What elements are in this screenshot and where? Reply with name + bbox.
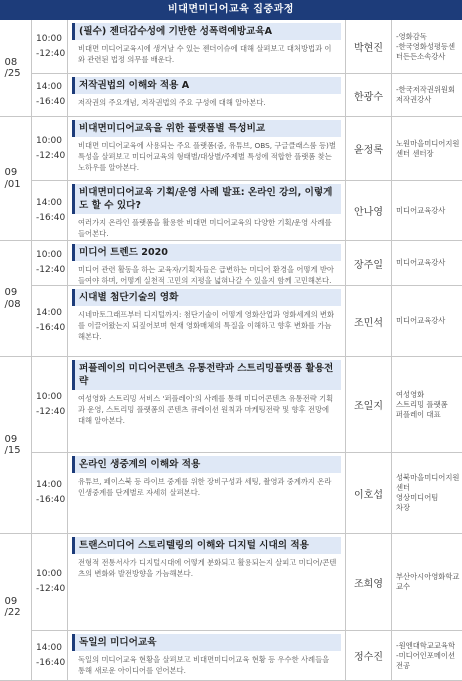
time-start: 10:00 <box>36 391 62 402</box>
session-instructor: 한광수 <box>346 74 392 117</box>
instructor-affiliation: 미디어교육강사 <box>392 286 462 357</box>
session-content <box>68 357 346 453</box>
session-instructor: 윤정록 <box>346 117 392 181</box>
session-time <box>32 534 68 631</box>
session-date <box>0 20 32 117</box>
date-day: /15 <box>4 445 21 456</box>
time-end: -12:40 <box>36 584 66 594</box>
session-instructor: 조민석 <box>346 286 392 357</box>
session-description: 유튜브, 페이스북 등 라이브 중계를 위한 장비구성과 세팅, 촬영과 중계까지 온라인생중계를 단계별로 자세히 살펴본다. <box>78 477 332 497</box>
session-content <box>68 181 346 241</box>
session-date <box>0 117 32 241</box>
session-time <box>32 357 68 453</box>
session-title: 비대면미디어교육 기획/운영 사례 발표: 온라인 강의, 이렇게도 할 수 있다? <box>72 184 341 214</box>
session-title: 시대별 첨단기술의 영화 <box>72 289 341 306</box>
date-month: 09 <box>4 287 18 298</box>
session-time <box>32 181 68 241</box>
session-description: 비대면 미디어교육에 사용되는 주요 플랫폼(줌, 유튜브, OBS, 구글클래스룸 등)별 특성을 살펴보고 미디어교육의 형태별/대상별/주제별 특성에 적합한 플랫폼 찾는 노하우를 알아본다. <box>78 141 336 172</box>
instructor-affiliation: -원엔대학교교육학 -미디어인포메이션전공 <box>392 631 462 681</box>
session-title: 미디어 트렌드 2020 <box>72 244 341 261</box>
date-day: /01 <box>4 178 21 190</box>
session-description: 독일의 미디어교육 현황을 살펴보고 비대면미디어교육 현황 등 우수한 사례들을 통해 새로운 아이디어를 얻어본다. <box>78 655 330 675</box>
instructor-affiliation: -영화감독 -한국영화성평등센터든든소속강사 <box>392 20 462 74</box>
schedule-table <box>0 20 462 681</box>
session-title: 온라인 생중계의 이해와 적용 <box>72 456 341 473</box>
session-instructor: 이호섭 <box>346 453 392 534</box>
time-start: 10:00 <box>36 135 62 146</box>
instructor-affiliation: 부산아시아영화학교 교수 <box>392 534 462 631</box>
time-end: -16:40 <box>36 97 66 107</box>
time-start: 10:00 <box>36 569 62 579</box>
session-date <box>0 534 32 681</box>
session-description: 시네마토그래프부터 디지털까지: 첨단기술이 어떻게 영화산업과 영화세계의 변화를 이끌어왔는지 되짚어보며 현재 영화매체의 특질을 이해하고 향후 변화를 가늠해본다. <box>78 310 335 341</box>
time-start: 14:00 <box>36 480 62 490</box>
instructor-affiliation: -한국저작권위원회저작권강사 <box>392 74 462 117</box>
session-time <box>32 74 68 117</box>
session-time <box>32 453 68 534</box>
page-title: 비대면미디어교육 집중과정 <box>0 0 462 20</box>
time-start: 14:00 <box>36 642 62 653</box>
session-instructor: 조희영 <box>346 534 392 631</box>
session-title: 퍼플레이의 미디어콘텐츠 유통전략과 스트리밍플랫폼 활용전략 <box>72 360 341 390</box>
time-start: 14:00 <box>36 308 62 318</box>
time-start: 14:00 <box>36 197 62 208</box>
session-time <box>32 631 68 681</box>
time-end: -16:40 <box>36 495 66 505</box>
session-title: 비대면미디어교육을 위한 플랫폼별 특성비교 <box>72 120 341 137</box>
instructor-affiliation: 미디어교육강사 <box>392 241 462 286</box>
session-time <box>32 286 68 357</box>
time-end: -12:40 <box>36 406 66 417</box>
session-description: 여성영화 스트리밍 서비스 '퍼플레이'의 사례를 통해 미디어콘텐츠 유통전략 기획과 운영, 스트리밍 플랫폼의 콘텐츠 큐레이션 원칙과 마케팅전략 및 향후 전망에 대해 알아본다. <box>78 394 334 425</box>
time-start: 10:00 <box>36 33 62 44</box>
instructor-affiliation: 미디어교육강사 <box>392 181 462 241</box>
session-content <box>68 453 346 534</box>
session-description: 전형적 전통서사가 디지털시대에 어떻게 분화되고 활용되는지 살피고 미디어/콘텐츠의 변화와 발전방향을 가늠해본다. <box>78 558 337 578</box>
session-time <box>32 117 68 181</box>
session-description: 미디어 관련 활동을 하는 교육자/기획자들은 급변하는 미디어 환경을 어떻게 받아들여야 하며, 어떻게 실천적 고민의 지평을 넓혀나갈 수 있을지 함께 고민해본다. <box>78 265 334 285</box>
date-month: 09 <box>4 595 18 607</box>
date-month: 09 <box>4 167 18 178</box>
session-content <box>68 286 346 357</box>
instructor-affiliation: 여성영화 스트리밍 플랫폼 퍼플레이 대표 <box>392 357 462 453</box>
instructor-affiliation: 성북마을미디어지원센터 영상미디어팀 차장 <box>392 453 462 534</box>
session-instructor: 안나영 <box>346 181 392 241</box>
time-end: -12:40 <box>36 150 66 161</box>
time-start: 10:00 <box>36 250 62 260</box>
session-content <box>68 241 346 286</box>
session-content <box>68 534 346 631</box>
session-date <box>0 357 32 534</box>
session-title: 저작권법의 이해와 적용 A <box>72 77 341 94</box>
session-time <box>32 20 68 74</box>
session-description: 저작권의 주요개념, 저작권법의 주요 구성에 대해 알아본다. <box>78 98 266 107</box>
date-day: /25 <box>4 68 21 79</box>
date-day: /22 <box>4 607 21 618</box>
date-month: 09 <box>4 433 18 445</box>
session-instructor: 장주일 <box>346 241 392 286</box>
session-instructor: 정수진 <box>346 631 392 681</box>
session-title: (필수) 젠더감수성에 기반한 성폭력예방교육A <box>72 23 341 40</box>
session-description: 여러가지 온라인 플랫폼을 활용한 비대면 미디어교육의 다양한 기획/운영 사례를 들어본다. <box>78 218 332 238</box>
session-date <box>0 241 32 357</box>
time-start: 14:00 <box>36 82 62 92</box>
session-content <box>68 117 346 181</box>
session-title: 독일의 미디어교육 <box>72 634 341 651</box>
date-day: /08 <box>4 298 21 310</box>
instructor-affiliation: 노원마을미디어지원센터 센터장 <box>392 117 462 181</box>
time-end: -12:40 <box>36 265 66 275</box>
session-instructor: 박현진 <box>346 20 392 74</box>
time-end: -16:40 <box>36 212 66 223</box>
time-end: -16:40 <box>36 657 66 668</box>
session-content <box>68 631 346 681</box>
session-title: 트랜스미디어 스토리텔링의 이해와 디지털 시대의 적용 <box>72 537 341 554</box>
session-time <box>32 241 68 286</box>
time-end: -12:40 <box>36 48 66 59</box>
session-content <box>68 20 346 74</box>
session-content <box>68 74 346 117</box>
session-description: 비대면 미디어교육시에 생겨날 수 있는 젠더이슈에 대해 살펴보고 대처방법과 이와 관련된 법정 의무를 배운다. <box>78 44 332 64</box>
session-instructor: 조일지 <box>346 357 392 453</box>
date-month: 08 <box>4 56 18 68</box>
time-end: -16:40 <box>36 323 66 333</box>
